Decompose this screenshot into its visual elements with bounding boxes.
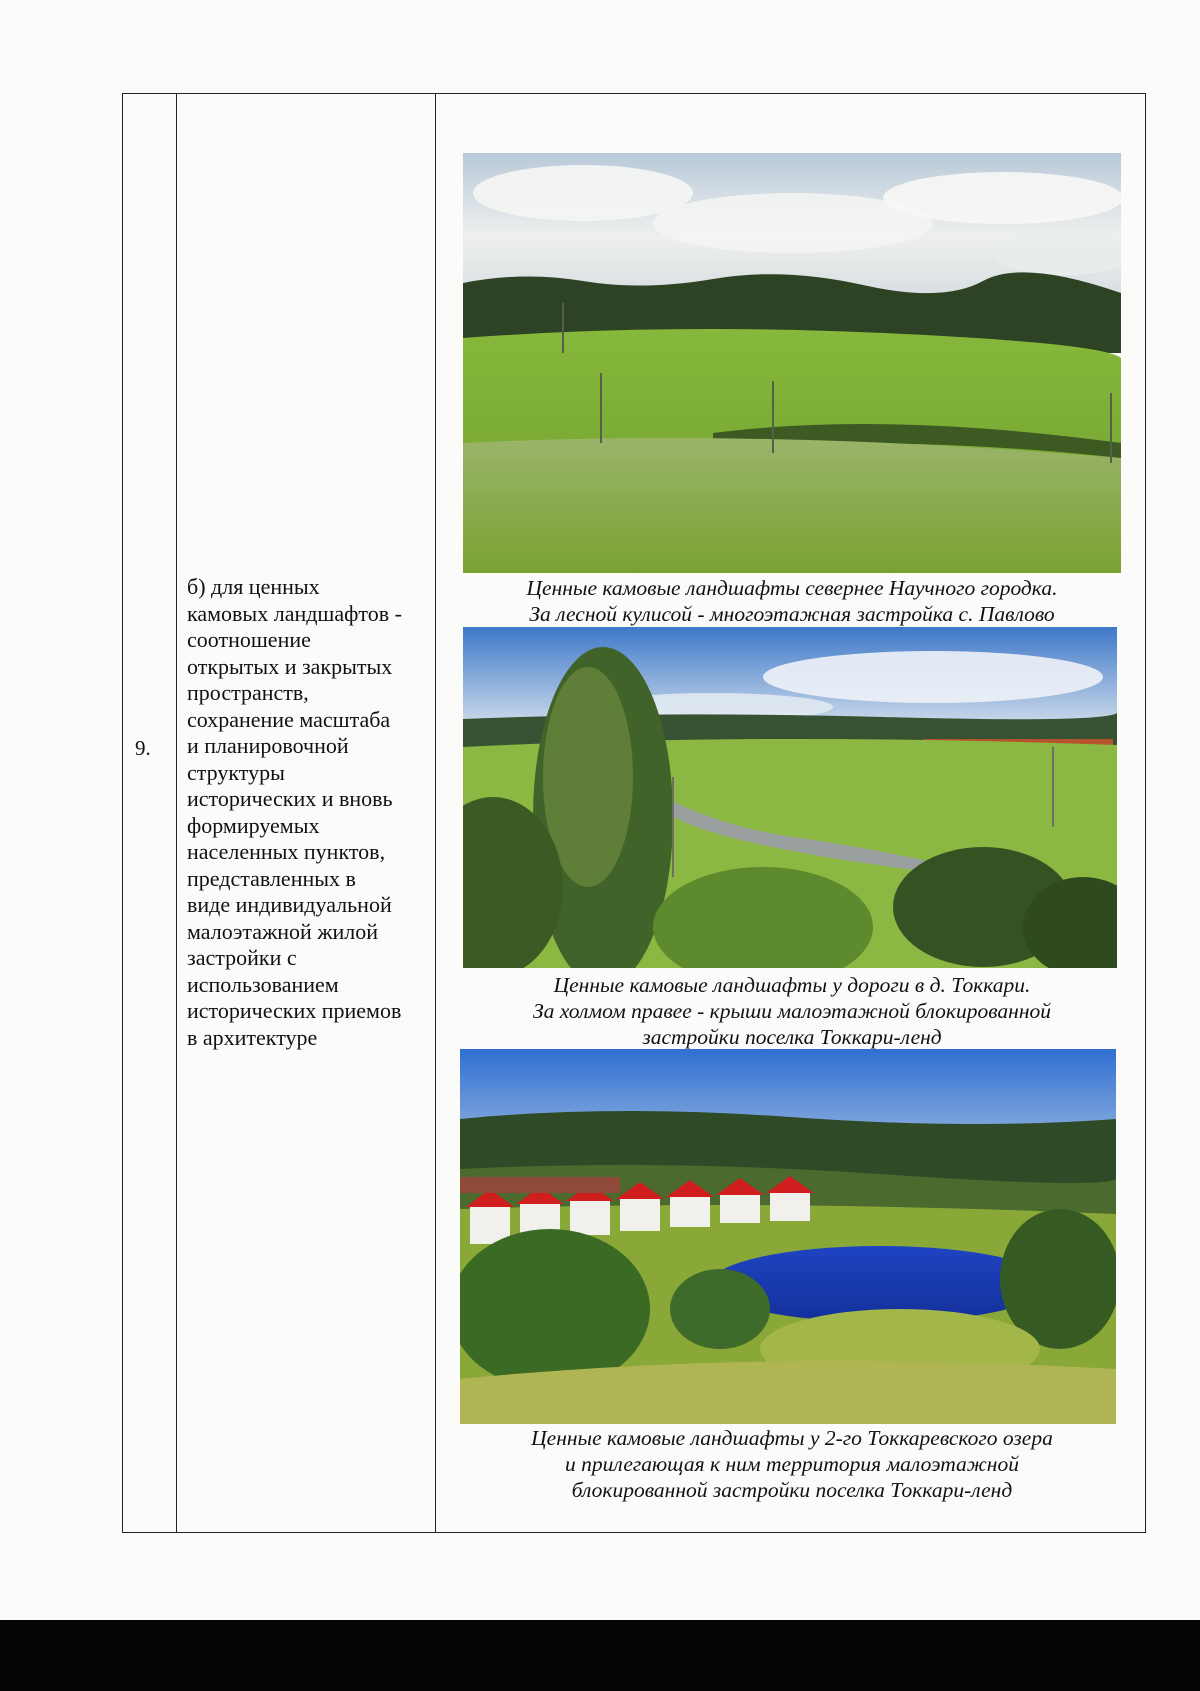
criterion-line: исторических и вновь (187, 786, 393, 811)
criterion-line: представленных в (187, 865, 356, 891)
criterion-line: малоэтажной жилой (187, 918, 379, 944)
landscape-photo-road (463, 627, 1117, 968)
caption-line: блокированной застройки поселка Токкари-ленд (571, 1478, 1013, 1502)
landscape-photo-meadow (463, 153, 1121, 573)
caption-line: Ценные камовые ландшафты у дороги в д. Токкари. (553, 973, 1031, 997)
criterion-line: застройки с (187, 945, 297, 970)
scan-bottom-band (0, 1620, 1200, 1691)
caption-line: За холмом правее - крыши малоэтажной блокированной (532, 999, 1051, 1023)
criterion-line: виде индивидуальной (187, 892, 392, 917)
criterion-line: формируемых (187, 812, 320, 838)
criterion-line: в архитектуре (187, 1024, 318, 1050)
criterion-line: б) для ценных (187, 574, 320, 599)
criterion-line: использованием (187, 971, 339, 997)
criterion-text (187, 574, 427, 1051)
criterion-line: камовых ландшафтов - (187, 600, 402, 626)
criterion-line: сохранение масштаба (187, 706, 391, 732)
criterion-line: населенных пунктов, (187, 839, 386, 864)
photo-caption-2 (455, 972, 1129, 1050)
caption-line: Ценные камовые ландшафты у 2-го Токкаревского озера (531, 1426, 1053, 1450)
criterion-line: открытых и закрытых (187, 653, 393, 679)
photo-caption-1 (455, 575, 1129, 627)
caption-line: и прилегающая к ним территория малоэтажной (565, 1452, 1019, 1476)
column-divider-2 (435, 94, 436, 1532)
landscape-photo-lake (460, 1049, 1116, 1424)
criterion-line: соотношение (187, 627, 311, 652)
column-divider-1 (176, 94, 177, 1532)
row-number: 9. (135, 736, 151, 760)
caption-line: застройки поселка Токкари-ленд (642, 1025, 942, 1049)
photo-caption-3 (455, 1425, 1129, 1503)
caption-line: Ценные камовые ландшафты севернее Научного городка. (526, 576, 1058, 600)
criterion-line: пространств, (187, 680, 309, 705)
criterion-line: структуры (187, 759, 285, 785)
criterion-line: исторических приемов (187, 998, 402, 1023)
criterion-line: и планировочной (187, 733, 349, 758)
caption-line: За лесной кулисой - многоэтажная застройка с. Павлово (529, 602, 1055, 626)
